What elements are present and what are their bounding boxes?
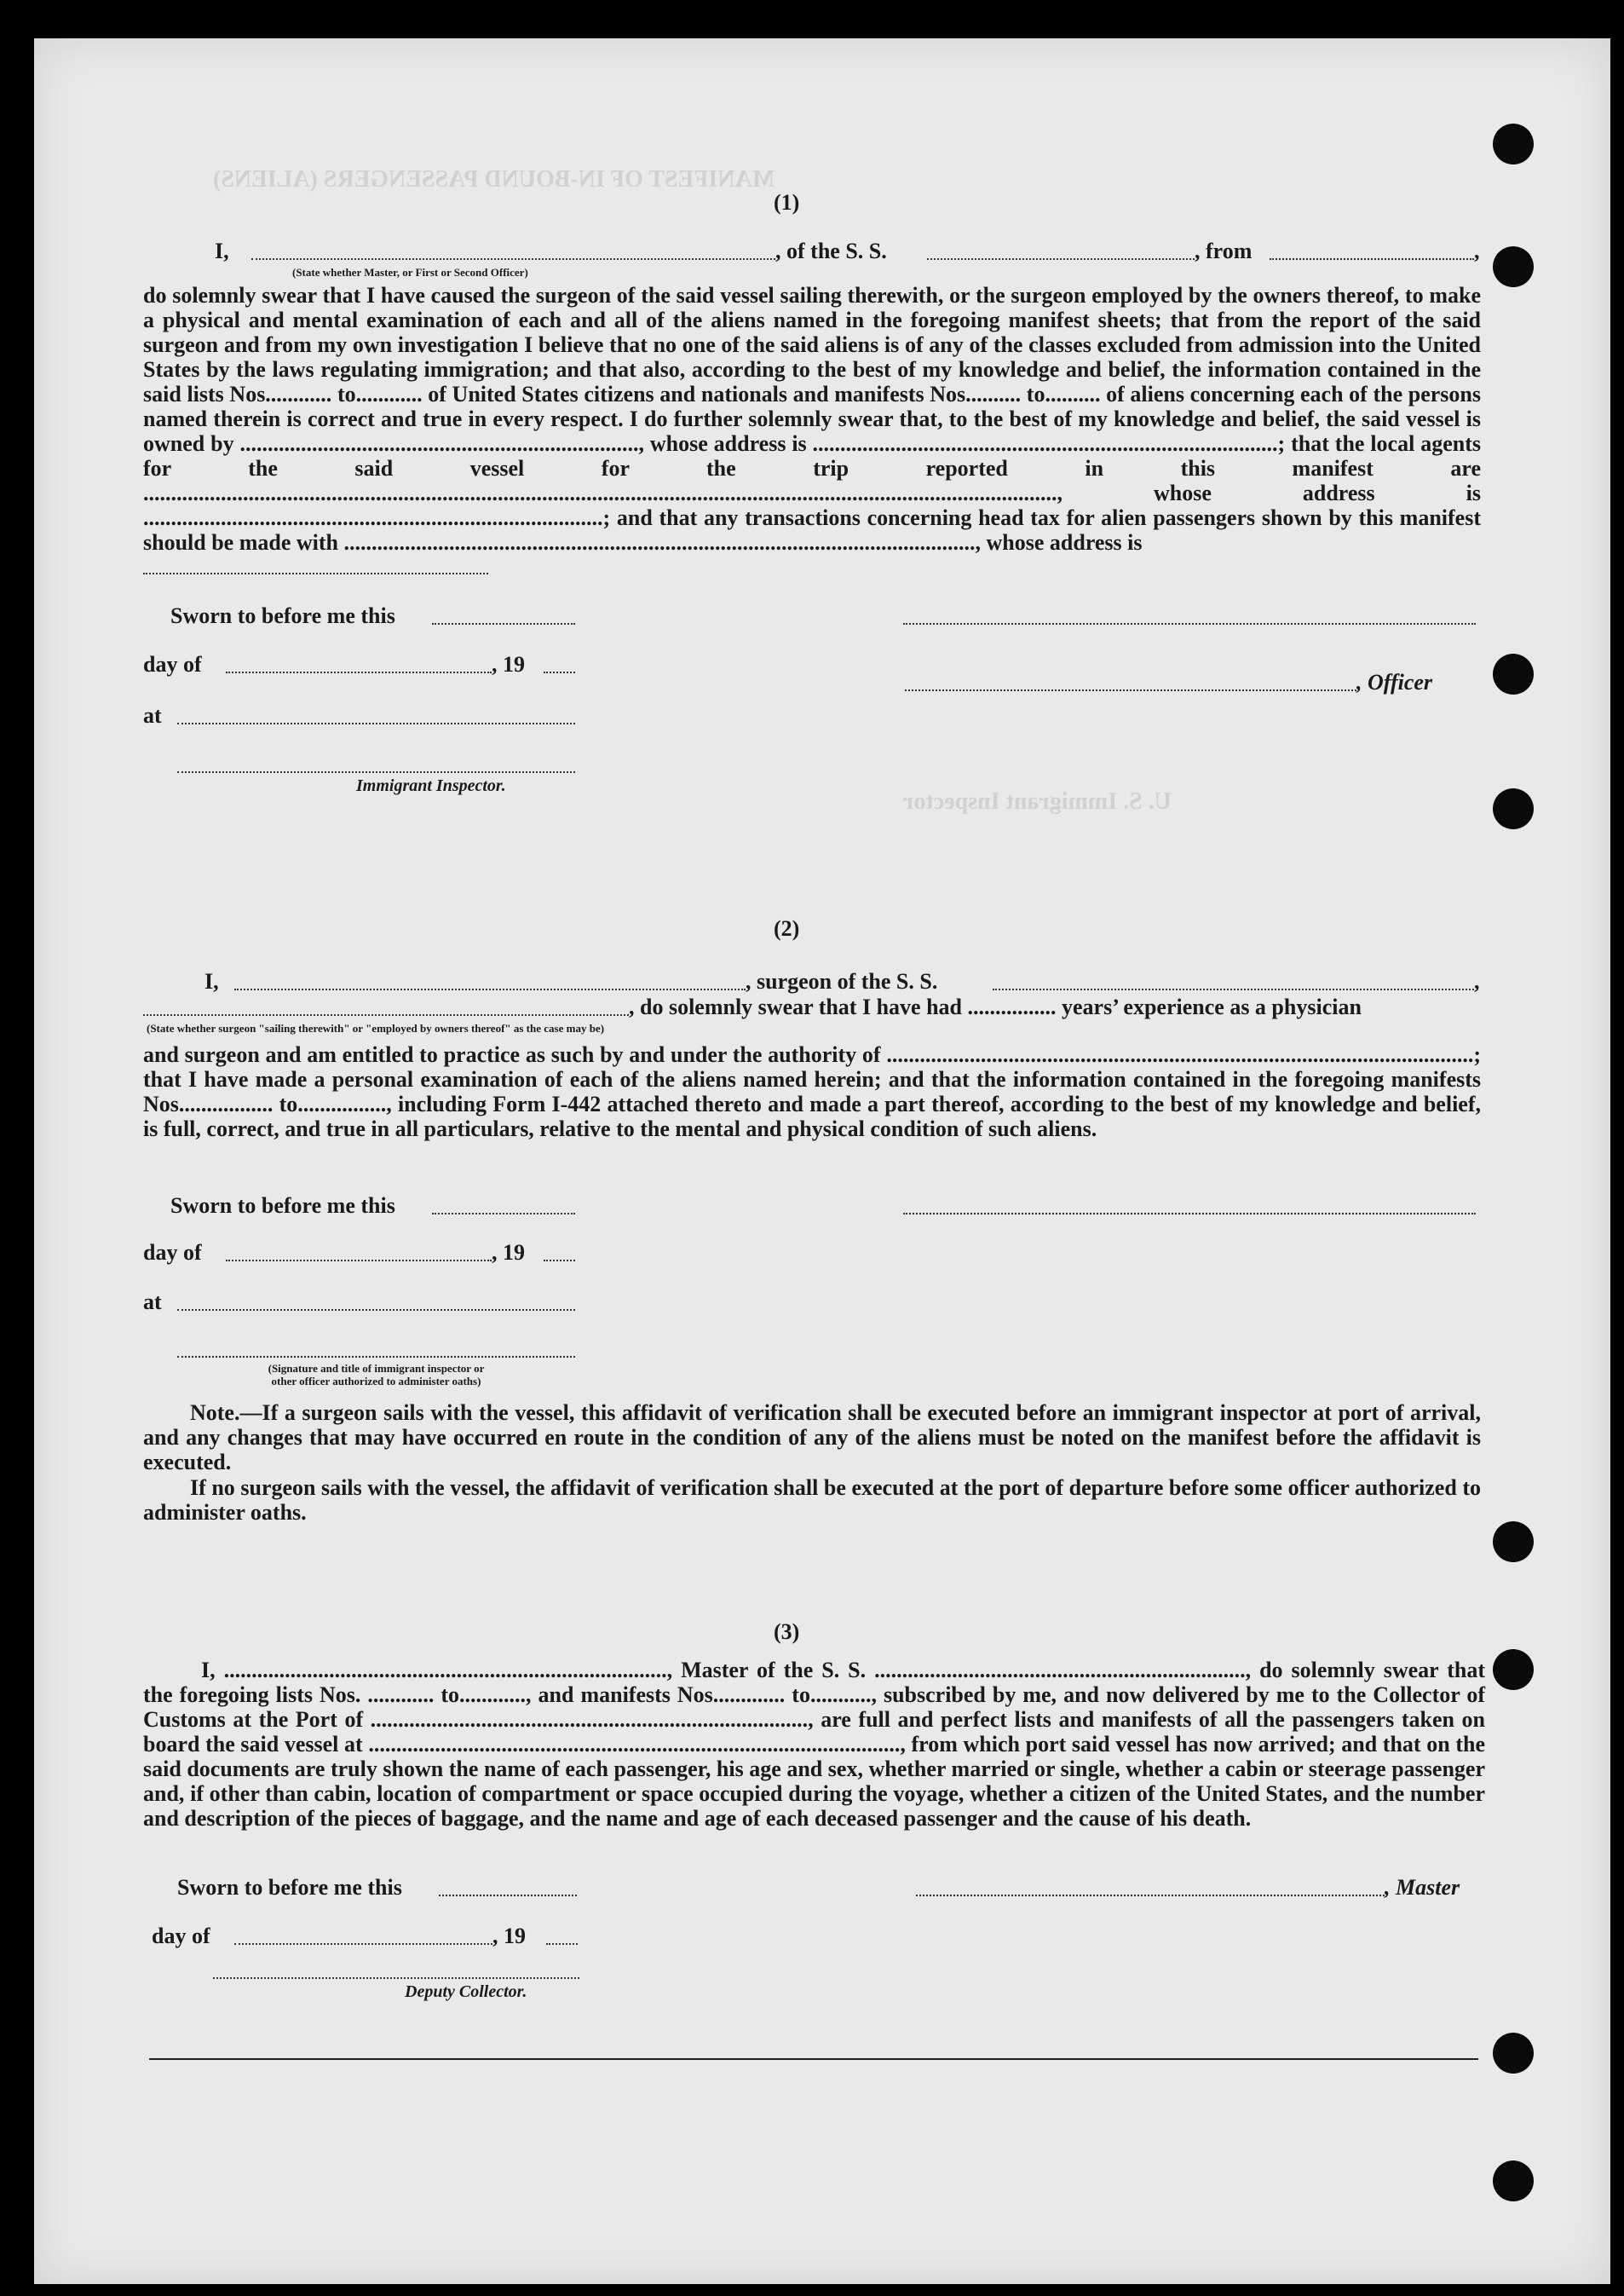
punch-hole — [1493, 2033, 1534, 2074]
year-field[interactable] — [546, 1943, 578, 1945]
surgeon-of-label: , surgeon of the S. S. — [746, 969, 938, 994]
sworn-label: Sworn to before me this — [177, 1875, 402, 1900]
signature-caption-line-2: other officer authorized to administer oaths) — [271, 1375, 481, 1387]
show-through-stamp: U. S. Immigrant Inspector — [903, 788, 1172, 815]
year-field[interactable] — [544, 672, 575, 673]
surgeon-status-field[interactable] — [143, 1014, 629, 1016]
punch-hole — [1493, 1521, 1534, 1562]
official-signature-field[interactable] — [177, 1356, 575, 1358]
at-place-field[interactable] — [177, 1309, 575, 1311]
section-3-heading: (3) — [774, 1619, 800, 1644]
surgeon-status-caption: (State whether surgeon "sailing therewith" or "employed by owners thereof" as the case may be) — [147, 1022, 605, 1035]
comma: , — [1474, 239, 1480, 263]
head-tax-address-field[interactable] — [143, 573, 488, 574]
section-2-heading: (2) — [774, 916, 800, 941]
immigrant-inspector-label: Immigrant Inspector. — [356, 776, 506, 795]
master-label: , Master — [1385, 1875, 1460, 1900]
surgeon-name-field[interactable] — [234, 989, 746, 990]
comma: , — [1474, 969, 1480, 994]
officer-rank-caption: (State whether Master, or First or Second Officer) — [292, 266, 528, 279]
year-label: , 19 — [492, 1240, 525, 1265]
manifest-form-sheet — [34, 38, 1610, 2284]
note-paragraph-2: If no surgeon sails with the vessel, the affidavit of verification shall be executed at the port of departure before some officer authorized to administer oaths. — [143, 1475, 1481, 1525]
sworn-date-field[interactable] — [432, 623, 575, 625]
officer-name-field[interactable] — [251, 258, 775, 260]
surgeon-vessel-field[interactable] — [993, 989, 1474, 990]
sworn-date-field[interactable] — [439, 1895, 577, 1896]
section-1-oath-paragraph: do solemnly swear that I have caused the surgeon of the said vessel sailing therewith, or the surgeon employed by the owners thereof, to make a physical and mental examination of each and all of the aliens named in the foregoing manifest sheets; that from the report of the said surgeon and from my own investigation I believe that no one of the said aliens is of any of the classes excluded from admission into the United States by the laws regulating immigration; and that also, according to the best of my knowledge and belief, the information contained in the said lists Nos............ to............ of United States citizens and nationals and manifests Nos.......... to.......... of aliens concerning each of the persons named therein is correct and true in every respect. I do further solemnly swear that, to the best of my knowledge and belief, the said vessel is owned by ........................................................................, whose address is ....................................................................................; that the local agents for the said vessel for the trip reported in this manifest are ....................................................................................................................................................................., whose address is ...................................................................................; and that any transactions concerning head tax for alien passengers shown by this manifest should be made with .................................................................................................................., whose address is — [143, 283, 1481, 555]
officer-label: , Officer — [1356, 670, 1433, 695]
show-through-text: MANIFEST OF IN-BOUND PASSENGERS (ALIENS) — [213, 166, 775, 193]
day-of-label: day of — [143, 652, 202, 677]
deputy-collector-label: Deputy Collector. — [405, 1982, 527, 2001]
month-field[interactable] — [226, 672, 492, 673]
signature-line-1[interactable] — [903, 623, 1476, 625]
section-1-heading: (1) — [774, 190, 800, 215]
year-label: , 19 — [492, 652, 525, 677]
punch-hole — [1493, 654, 1534, 695]
officer-signature-field[interactable] — [905, 689, 1356, 691]
i-label: I, — [204, 969, 219, 994]
from-label: , from — [1195, 239, 1253, 263]
vessel-name-field[interactable] — [927, 258, 1195, 260]
at-label: at — [143, 703, 162, 728]
from-port-field[interactable] — [1270, 258, 1474, 260]
inspector-signature-field[interactable] — [177, 771, 575, 773]
day-of-label: day of — [152, 1924, 210, 1948]
month-field[interactable] — [226, 1260, 492, 1261]
master-signature-field[interactable] — [916, 1895, 1385, 1896]
day-of-label: day of — [143, 1240, 202, 1265]
year-label: , 19 — [492, 1924, 526, 1948]
section-2-oath-paragraph: and surgeon and am entitled to practice as such by and under the authority of ..........................................................................................................; that I have made a personal examination of each of the aliens named herein; and that the information contained in the foregoing manifests Nos................. to................, including Form I-442 attached thereto and made a part thereof, according to the best of my knowledge and belief, is full, correct, and true in all particulars, relative to the mental and physical condition of such aliens. — [143, 1042, 1481, 1141]
section-3-oath-paragraph: I, ................................................................................, Master of the S. S. ..................................................................., do solemnly swear that the foregoing lists Nos. ............ to............, and manifests Nos............. to..........., subscribed by me, and now delivered by me to the Collector of Customs at the Port of ..............................................................................., are full and perfect lists and manifests of all the passengers taken on board the said vessel at ................................................................................................, from which port said vessel has now arrived; and that on the said documents are truly shown the name of each passenger, his age and sex, whether married or single, whether a cabin or steerage passenger and, if other than cabin, location of compartment or space occupied during the voyage, whether a citizen of the United States, and the number and description of the pieces of baggage, and the name and age of each deceased passenger and the cause of his death. — [143, 1658, 1485, 1831]
i-label: I, — [215, 239, 229, 263]
sworn-label: Sworn to before me this — [170, 603, 395, 628]
punch-hole — [1493, 124, 1534, 164]
sworn-label: Sworn to before me this — [170, 1193, 395, 1218]
year-field[interactable] — [544, 1260, 575, 1261]
punch-hole — [1493, 2160, 1534, 2201]
experience-line: , do solemnly swear that I have had ................ years’ experience as a physician — [629, 995, 1362, 1019]
at-label: at — [143, 1289, 162, 1314]
month-field[interactable] — [234, 1943, 492, 1945]
surgeon-signature-field[interactable] — [903, 1213, 1476, 1214]
note-paragraph-1: Note.—If a surgeon sails with the vessel, this affidavit of verification shall be executed before an immigrant inspector at port of arrival, and any changes that may have occurred en route in the condition of any of the aliens must be noted on the manifest before the affidavit is executed. — [143, 1400, 1481, 1474]
punch-hole — [1493, 246, 1534, 287]
collector-signature-field[interactable] — [213, 1977, 579, 1979]
of-the-ss-label: , of the S. S. — [775, 239, 887, 263]
at-place-field[interactable] — [177, 723, 575, 724]
signature-caption-line-1: (Signature and title of immigrant inspector or — [268, 1362, 485, 1375]
punch-hole — [1493, 1649, 1534, 1690]
punch-hole — [1493, 788, 1534, 829]
sworn-date-field[interactable] — [432, 1213, 575, 1214]
bottom-rule — [149, 2058, 1478, 2060]
